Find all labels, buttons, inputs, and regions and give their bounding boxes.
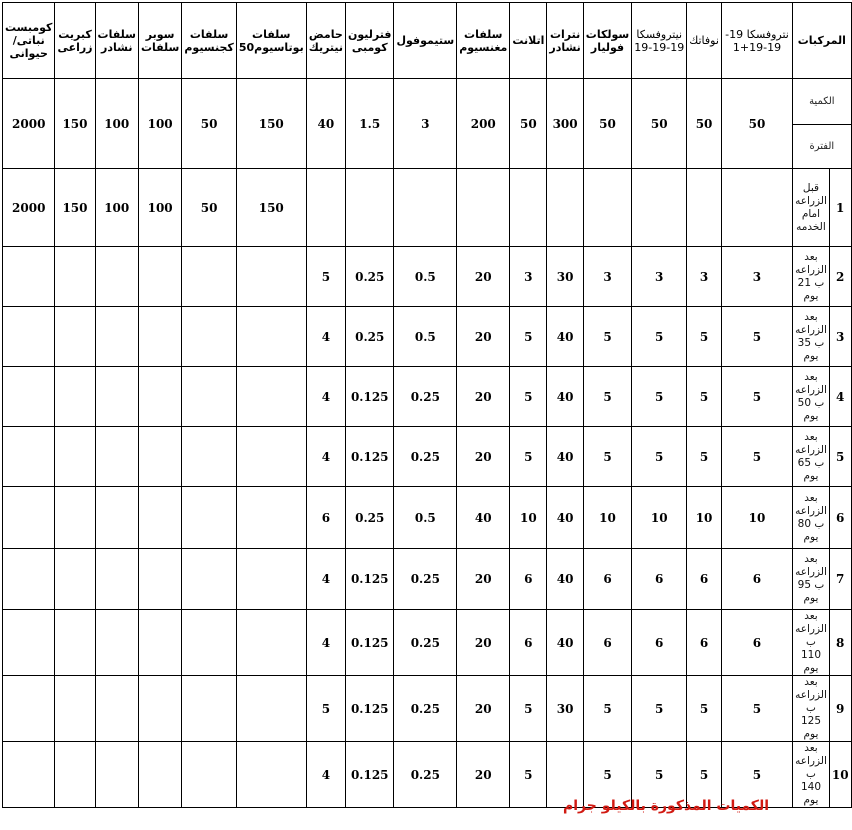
value-cell	[182, 610, 236, 676]
row-period: بعد الزراعه ب 65 يوم	[793, 427, 830, 487]
value-cell	[95, 610, 138, 676]
value-cell	[3, 247, 55, 307]
value-cell	[3, 742, 55, 808]
quantity-cell: 200	[457, 79, 510, 169]
value-cell: 5	[721, 307, 792, 367]
value-cell: 3	[510, 247, 547, 307]
column-header: نوفاتك	[687, 3, 722, 79]
value-cell	[182, 367, 236, 427]
value-cell	[236, 367, 306, 427]
value-cell	[55, 742, 95, 808]
quantity-cell: 150	[55, 79, 95, 169]
row-period: بعد الزراعه ب 35 يوم	[793, 307, 830, 367]
value-cell	[138, 427, 181, 487]
value-cell: 40	[547, 307, 583, 367]
value-cell: 0.125	[346, 367, 394, 427]
fertilizer-schedule-table	[2, 2, 852, 808]
value-cell: 0.125	[346, 742, 394, 808]
value-cell	[182, 742, 236, 808]
value-cell: 5	[721, 676, 792, 742]
value-cell: 0.125	[346, 676, 394, 742]
schedule-row	[3, 610, 852, 676]
value-cell	[3, 676, 55, 742]
value-cell: 20	[457, 610, 510, 676]
column-header: نيتروفسكا 19-19-19	[632, 3, 687, 79]
value-cell	[95, 247, 138, 307]
value-cell: 3	[583, 247, 631, 307]
value-cell: 0.25	[394, 676, 457, 742]
value-cell: 0.5	[394, 307, 457, 367]
value-cell: 0.125	[346, 427, 394, 487]
value-cell	[306, 169, 345, 247]
value-cell	[236, 549, 306, 610]
value-cell	[583, 169, 631, 247]
value-cell	[55, 610, 95, 676]
value-cell: 5	[583, 427, 631, 487]
value-cell	[95, 427, 138, 487]
value-cell	[721, 169, 792, 247]
value-cell: 0.125	[346, 549, 394, 610]
quantity-cell: 3	[394, 79, 457, 169]
quantity-cell: 50	[583, 79, 631, 169]
value-cell	[55, 247, 95, 307]
value-cell	[138, 307, 181, 367]
row-number: 9	[829, 676, 851, 742]
value-cell: 6	[721, 549, 792, 610]
column-header: كومبست نباتى/ حيوانى	[3, 3, 55, 79]
column-header: سلفات مغنسيوم	[457, 3, 510, 79]
column-header: سولكات فوليار	[583, 3, 631, 79]
value-cell	[55, 676, 95, 742]
value-cell: 5	[583, 676, 631, 742]
value-cell	[3, 427, 55, 487]
value-cell	[55, 487, 95, 549]
quantity-cell: 50	[632, 79, 687, 169]
value-cell	[138, 549, 181, 610]
value-cell: 4	[306, 367, 345, 427]
quantity-cell: 100	[95, 79, 138, 169]
value-cell	[687, 169, 722, 247]
value-cell: 0.125	[346, 610, 394, 676]
value-cell: 5	[510, 742, 547, 808]
value-cell: 4	[306, 427, 345, 487]
value-cell	[55, 549, 95, 610]
value-cell: 5	[721, 742, 792, 808]
value-cell	[182, 307, 236, 367]
row-number: 4	[829, 367, 851, 427]
value-cell	[95, 307, 138, 367]
column-header: سوبر سلفات	[138, 3, 181, 79]
value-cell: 5	[510, 427, 547, 487]
column-header: سلفات بوتاسيوم50	[236, 3, 306, 79]
value-cell	[138, 676, 181, 742]
value-cell: 6	[510, 549, 547, 610]
row-period: بعد الزراعه ب 95 يوم	[793, 549, 830, 610]
value-cell: 5	[721, 367, 792, 427]
header-row	[3, 3, 852, 79]
value-cell: 6	[687, 549, 722, 610]
value-cell: 6	[510, 610, 547, 676]
row-number: 10	[829, 742, 851, 808]
value-cell: 5	[687, 676, 722, 742]
column-header: نتروفسكا 19-19-19+1	[721, 3, 792, 79]
value-cell: 6	[632, 549, 687, 610]
row-period: بعد الزراعه ب 140 يوم	[793, 742, 830, 808]
value-cell	[55, 427, 95, 487]
value-cell: 2000	[3, 169, 55, 247]
quantity-cell: 50	[182, 79, 236, 169]
value-cell	[3, 367, 55, 427]
value-cell: 6	[306, 487, 345, 549]
value-cell: 4	[306, 610, 345, 676]
value-cell: 20	[457, 742, 510, 808]
value-cell: 5	[632, 427, 687, 487]
value-cell	[457, 169, 510, 247]
value-cell: 5	[510, 307, 547, 367]
quantity-cell: 50	[721, 79, 792, 169]
value-cell: 20	[457, 247, 510, 307]
value-cell: 3	[632, 247, 687, 307]
value-cell	[138, 742, 181, 808]
value-cell: 6	[687, 610, 722, 676]
value-cell	[182, 549, 236, 610]
value-cell: 0.25	[346, 307, 394, 367]
value-cell: 5	[632, 367, 687, 427]
column-header: نترات نشادر	[547, 3, 583, 79]
column-header: اتلانت	[510, 3, 547, 79]
value-cell	[182, 487, 236, 549]
column-header: كبريت زراعى	[55, 3, 95, 79]
value-cell: 10	[687, 487, 722, 549]
quantity-cell: 50	[687, 79, 722, 169]
value-cell: 0.25	[394, 610, 457, 676]
value-cell: 0.25	[394, 742, 457, 808]
value-cell: 5	[632, 742, 687, 808]
value-cell: 5	[583, 367, 631, 427]
value-cell	[55, 367, 95, 427]
row-number: 6	[829, 487, 851, 549]
value-cell: 3	[687, 247, 722, 307]
period-label: الفترة	[793, 125, 852, 169]
value-cell: 5	[632, 307, 687, 367]
quantity-cell: 40	[306, 79, 345, 169]
row-period: بعد الزراعه ب 21 يوم	[793, 247, 830, 307]
quantity-cell: 150	[236, 79, 306, 169]
value-cell	[182, 247, 236, 307]
value-cell	[95, 742, 138, 808]
value-cell	[138, 367, 181, 427]
schedule-row	[3, 676, 852, 742]
value-cell: 150	[236, 169, 306, 247]
value-cell: 4	[306, 549, 345, 610]
value-cell: 5	[687, 427, 722, 487]
value-cell: 6	[721, 610, 792, 676]
row-number: 5	[829, 427, 851, 487]
value-cell: 5	[632, 676, 687, 742]
value-cell	[236, 307, 306, 367]
value-cell: 0.5	[394, 247, 457, 307]
quantity-label: الكمية	[793, 79, 852, 125]
value-cell: 40	[547, 427, 583, 487]
value-cell	[182, 427, 236, 487]
value-cell: 40	[457, 487, 510, 549]
row-number: 1	[829, 169, 851, 247]
value-cell: 5	[721, 427, 792, 487]
value-cell	[236, 247, 306, 307]
value-cell: 5	[510, 367, 547, 427]
value-cell	[3, 487, 55, 549]
value-cell: 5	[583, 742, 631, 808]
value-cell: 3	[721, 247, 792, 307]
row-number: 3	[829, 307, 851, 367]
value-cell	[236, 427, 306, 487]
row-period: بعد الزراعه ب 125 يوم	[793, 676, 830, 742]
column-header: فترليون كومبى	[346, 3, 394, 79]
row-number: 2	[829, 247, 851, 307]
row-period: بعد الزراعه ب 50 يوم	[793, 367, 830, 427]
value-cell: 20	[457, 307, 510, 367]
column-header: حامض نيتريك	[306, 3, 345, 79]
row-period: قبل الزراعه امام الخدمه	[793, 169, 830, 247]
value-cell: 10	[632, 487, 687, 549]
value-cell	[3, 549, 55, 610]
value-cell	[138, 610, 181, 676]
value-cell: 40	[547, 487, 583, 549]
value-cell: 20	[457, 676, 510, 742]
column-header: ستيموفول	[394, 3, 457, 79]
value-cell: 150	[55, 169, 95, 247]
value-cell	[95, 487, 138, 549]
units-note: الكميات المذكورة بالكيلو جرام	[563, 798, 769, 814]
value-cell: 20	[457, 549, 510, 610]
schedule-row	[3, 427, 852, 487]
row-period: بعد الزراعه ب 110 يوم	[793, 610, 830, 676]
quantity-cell: 300	[547, 79, 583, 169]
value-cell: 40	[547, 367, 583, 427]
value-cell: 5	[687, 367, 722, 427]
value-cell	[3, 610, 55, 676]
value-cell: 10	[510, 487, 547, 549]
quantity-cell: 50	[510, 79, 547, 169]
row-number: 7	[829, 549, 851, 610]
value-cell	[95, 549, 138, 610]
quantity-cell: 1.5	[346, 79, 394, 169]
value-cell: 5	[510, 676, 547, 742]
schedule-row	[3, 367, 852, 427]
value-cell	[95, 676, 138, 742]
schedule-row	[3, 169, 852, 247]
column-header: سلفات كجنسيوم	[182, 3, 236, 79]
value-cell: 5	[583, 307, 631, 367]
value-cell	[182, 676, 236, 742]
quantity-cell: 2000	[3, 79, 55, 169]
value-cell: 0.25	[394, 427, 457, 487]
value-cell	[236, 742, 306, 808]
value-cell	[55, 307, 95, 367]
value-cell: 0.5	[394, 487, 457, 549]
value-cell: 100	[138, 169, 181, 247]
schedule-row	[3, 247, 852, 307]
value-cell: 0.25	[394, 367, 457, 427]
value-cell: 40	[547, 549, 583, 610]
value-cell	[236, 676, 306, 742]
value-cell	[547, 169, 583, 247]
value-cell: 10	[721, 487, 792, 549]
value-cell: 30	[547, 676, 583, 742]
value-cell	[138, 247, 181, 307]
value-cell: 10	[583, 487, 631, 549]
value-cell: 0.25	[394, 549, 457, 610]
value-cell	[138, 487, 181, 549]
value-cell: 50	[182, 169, 236, 247]
value-cell	[394, 169, 457, 247]
value-cell	[236, 487, 306, 549]
schedule-row	[3, 549, 852, 610]
value-cell: 100	[95, 169, 138, 247]
quantity-cell: 100	[138, 79, 181, 169]
value-cell	[236, 610, 306, 676]
value-cell	[632, 169, 687, 247]
value-cell: 40	[547, 610, 583, 676]
composition-header: المركبات	[793, 3, 852, 79]
value-cell: 6	[583, 549, 631, 610]
quantity-row	[3, 79, 852, 125]
value-cell: 4	[306, 742, 345, 808]
value-cell: 0.25	[346, 487, 394, 549]
schedule-row	[3, 307, 852, 367]
value-cell: 20	[457, 427, 510, 487]
row-number: 8	[829, 610, 851, 676]
value-cell	[510, 169, 547, 247]
value-cell: 5	[306, 676, 345, 742]
value-cell: 6	[583, 610, 631, 676]
schedule-row	[3, 487, 852, 549]
value-cell: 6	[632, 610, 687, 676]
value-cell	[95, 367, 138, 427]
value-cell: 20	[457, 367, 510, 427]
value-cell: 0.25	[346, 247, 394, 307]
value-cell: 5	[687, 742, 722, 808]
value-cell	[346, 169, 394, 247]
value-cell: 4	[306, 307, 345, 367]
value-cell: 5	[687, 307, 722, 367]
value-cell: 30	[547, 247, 583, 307]
value-cell	[3, 307, 55, 367]
row-period: بعد الزراعه ب 80 يوم	[793, 487, 830, 549]
value-cell: 5	[306, 247, 345, 307]
column-header: سلفات نشادر	[95, 3, 138, 79]
